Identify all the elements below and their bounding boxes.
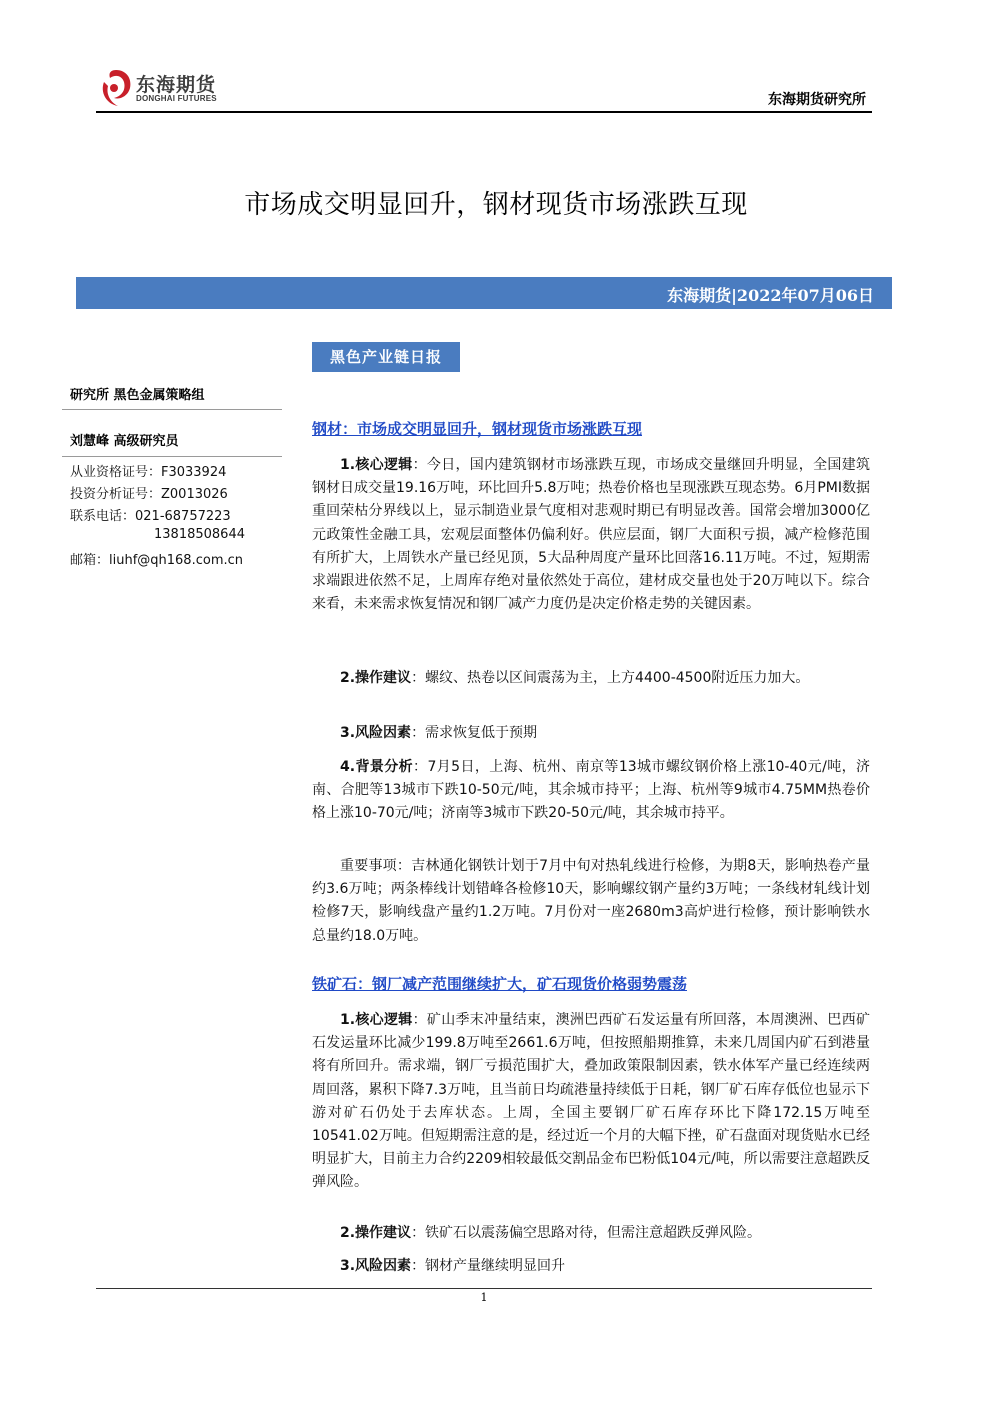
- sidebar-phone: 联系电话：021-68757223: [70, 509, 231, 524]
- paragraph-text: ：铁矿石以震荡偏空思路对待，但需注意超跌反弹风险。: [411, 1225, 762, 1241]
- sidebar-analyst-id: 投资分析证号：Z0013026: [70, 487, 228, 502]
- page-number: 1: [480, 1291, 488, 1304]
- page-title: 市场成交明显回升，钢材现货市场涨跌互现: [244, 190, 748, 220]
- paragraph-text: ：螺纹、热卷以区间震荡为主，上方4400-4500附近压力加大。: [411, 670, 810, 686]
- paragraph-label: 3.风险因素: [340, 725, 412, 741]
- paragraph: [312, 1009, 870, 1195]
- report-type-tag: 黑色产业链日报: [312, 342, 460, 372]
- paragraph: [312, 855, 870, 948]
- section-heading-steel: 钢材：市场成交明显回升，钢材现货市场涨跌互现: [312, 420, 643, 438]
- paragraph-text: ：今日，国内建筑钢材市场涨跌互现，市场成交量继回升明显，全国建筑钢材日成交量19.16万吨，环比回升5.8万吨；热卷价格也呈现涨跌互现态势。6月PMI数据重回荣枯分界线以上，显示制造业景气度相对悲观时期已有明显改善。国常会增加3000亿元政策性金融工具，宏观层面整体仍偏利好。供应层面，钢厂大面积亏损，减产检修范围有所扩大，上周铁水产量已经见顶，5大品种周度产量环比回落16.11万吨。不过，短期需求端跟进依然不足，上周库存绝对量依然处于高位，建材成交量也处于20万吨以下。综合来看，未来需求恢复情况和钢厂减产力度仍是决定价格走势的关键因素。: [312, 457, 871, 613]
- paragraph-label: 4.背景分析: [340, 759, 414, 775]
- paragraph-text: ：需求恢复低于预期: [411, 725, 538, 741]
- paragraph-label: 2.操作建议: [340, 670, 412, 686]
- logo-text-en: DONGHAI FUTURES: [136, 94, 217, 103]
- company-logo: [96, 64, 236, 112]
- org-name: 东海期货研究所: [768, 92, 866, 108]
- sidebar-author: 刘慧峰 高级研究员: [70, 434, 179, 449]
- paragraph: [312, 722, 870, 745]
- sidebar-mobile: 13818508644: [154, 527, 245, 542]
- paragraph-text: 重要事项：吉林通化钢铁计划于7月中旬对热轧线进行检修，为期8天，影响热卷产量约3.6万吨；两条棒线计划错峰各检修10天，影响螺纹钢产量约3万吨；一条线材轧线计划检修7天，影响线盘产量约1.2万吨。7月份对一座2680m3高炉进行检修，预计影响铁水总量约18.0万吨。: [312, 858, 870, 944]
- sidebar-qualification: 从业资格证号：F3033924: [70, 465, 227, 480]
- section-heading-iron-ore: 铁矿石：钢厂减产范围继续扩大，矿石现货价格弱势震荡: [312, 975, 688, 993]
- paragraph: [312, 1222, 870, 1245]
- paragraph: [312, 1255, 870, 1278]
- paragraph-label: 1.核心逻辑: [340, 1012, 413, 1028]
- paragraph-text: ：7月5日，上海、杭州、南京等13城市螺纹钢价格上涨10-40元/吨，济南、合肥等13城市下跌10-50元/吨，其余城市持平；上海、杭州等9城市4.75MM热卷价格上涨10-70元/吨；济南等3城市下跌20-50元/吨，其余城市持平。: [312, 759, 870, 822]
- date-text: 东海期货|2022年07月06日: [667, 286, 874, 305]
- sidebar-divider: [62, 409, 282, 410]
- logo-emblem-icon: [96, 64, 136, 112]
- logo-text-cn: 东海期货: [136, 74, 217, 96]
- sidebar-email: 邮箱：liuhf@qh168.com.cn: [70, 553, 243, 568]
- footer-divider: [96, 1288, 872, 1289]
- paragraph-label: 2.操作建议: [340, 1225, 412, 1241]
- paragraph-label: 1.核心逻辑: [340, 457, 413, 473]
- date-bar: [76, 277, 892, 309]
- paragraph-text: ：钢材产量继续明显回升: [411, 1258, 566, 1274]
- paragraph: [312, 454, 870, 616]
- paragraph-label: 3.风险因素: [340, 1258, 412, 1274]
- paragraph: [312, 667, 870, 690]
- paragraph-text: ：矿山季末冲量结束，澳洲巴西矿石发运量有所回落，本周澳洲、巴西矿石发运量环比减少199.8万吨至2661.6万吨，但按照船期推算，未来几周国内矿石到港量将有所回升。需求端，钢厂亏损范围扩大，叠加政策限制因素，铁水体军产量已经连续两周回落，累积下降7.3万吨，且当前日均疏港量持续低于日耗，钢厂矿石库存低位也显示下游对矿石仍处于去库状态。上周，全国主要钢厂矿石库存环比下降172.15万吨至10541.02万吨。但短期需注意的是，经过近一个月的大幅下挫，矿石盘面对现货贴水已经明显扩大，目前主力合约2209相较最低交割品金布巴粉低104元/吨，所以需要注意超跌反弹风险。: [312, 1012, 871, 1191]
- header-divider: [96, 111, 872, 113]
- sidebar-dept: 研究所 黑色金属策略组: [70, 388, 205, 403]
- sidebar-divider: [62, 456, 282, 457]
- paragraph: [312, 756, 870, 826]
